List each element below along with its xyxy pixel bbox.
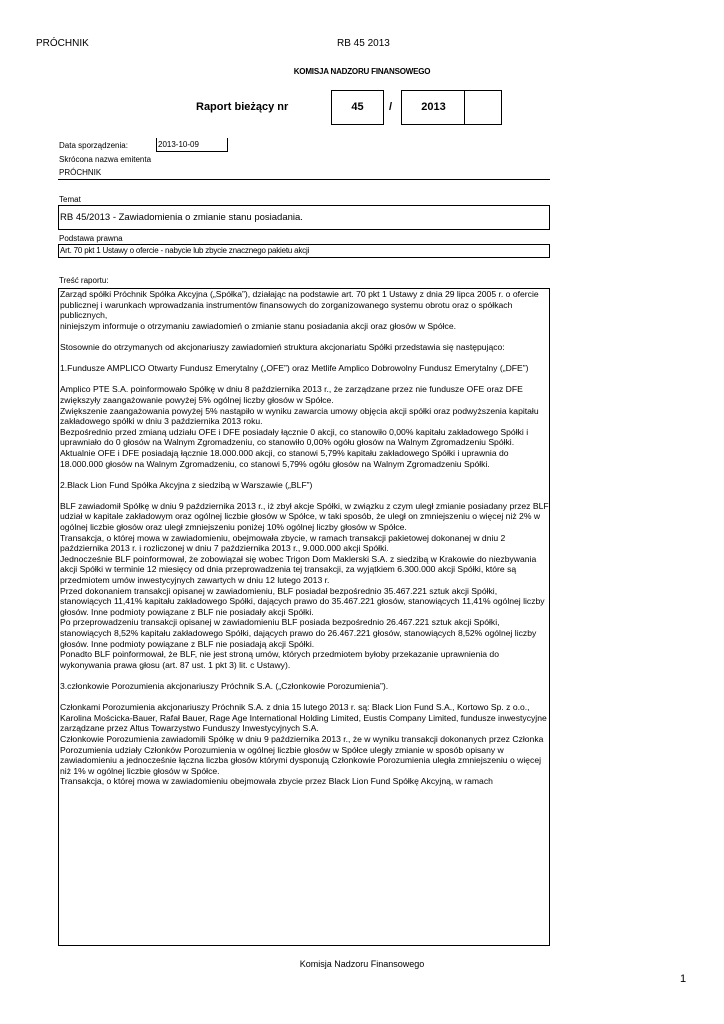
- paragraph-gap: [60, 490, 549, 501]
- issuer-label: Skrócona nazwa emitenta: [59, 155, 152, 164]
- content-paragraph: Członkowie Porozumienia zawiadomili Spółkę w dniu 9 października 2013 r., że w wyniku transakcji dokonanych przez Członka Porozumienia udziały Członków Porozumienia w ogólnej liczbie głosów w Spółce uległy zmianie w sposób opisany w zawiadomieniu a jednocześnie łączna liczba głosów którymi dysponują Członkowie Porozumienia uległa zmniejszeniu o więcej niż 1% w ogólnej liczbie głosów w Spółce.: [60, 733, 546, 776]
- content-paragraph: Przed dokonaniem transakcji opisanej w zawiadomieniu, BLF posiadał bezpośrednio 35.467.221 sztuk akcji Spółki, stanowiących 11,41% kapitału zakładowego Spółki, dających prawo do 35.467.221 głosów, stanowiących 11,41% ogólnej liczby głosów. Inne podmioty powiązane z BLF nie posiadały akcji Spółki.: [60, 585, 547, 617]
- paragraph-gap: [60, 331, 549, 342]
- paragraph-gap: [60, 374, 549, 385]
- content-paragraph: Stosownie do otrzymanych od akcjonariuszy zawiadomień struktura akcjonariatu Spółki przedstawia się następująco:: [60, 341, 505, 352]
- issuer-underline: [58, 179, 550, 180]
- date-label: Data sporządzenia:: [59, 141, 128, 150]
- report-label: Raport bieżący nr: [196, 101, 289, 113]
- date-box-left: [156, 138, 157, 152]
- content-paragraph: Ponadto BLF poinformował, że BLF, nie jest stroną umów, których przedmiotem byłoby przekazanie uprawnienia do wykonywania prawa głosu (art. 87 ust. 1 pkt 3) lit. c Ustawy).: [60, 649, 502, 670]
- content-paragraph: Członkami Porozumienia akcjonariuszy Próchnik S.A. z dnia 15 lutego 2013 r. są: Black Lion Fund S.A., Kortowo Sp. z o.o., Karolina Mościcka-Bauer, Rafał Bauer, Rage Age International Holding Limited, Eustis Company Limited, fundusze inwestycyjne zarządzane przez Altus Towarzystwo Funduszy Inwestycyjnych S.A.: [60, 702, 550, 734]
- content-paragraph: Po przeprowadzeniu transakcji opisanej w zawiadomieniu BLF posiada bezpośrednio 26.467.221 sztuk akcji Spółki, stanowiących 8,52% kapitału zakładowego Spółki, dających prawo do 26.467.221 głosów, stanowiących 8,52% ogólnej liczby głosów. Inne podmioty powiązane z BLF nie posiadają akcji Spółki.: [60, 617, 539, 649]
- content-label: Treść raportu:: [59, 276, 109, 285]
- content-paragraph: Aktualnie OFE i DFE posiadają łącznie 18.000.000 akcji, co stanowi 5,79% kapitału zakładowego Spółki i uprawnia do 18.000.000 głosów na Walnym Zgromadzeniu, co stanowi 5,79% ogółu głosów na Walnym Zgromadzeniu Spółki.: [60, 447, 511, 469]
- commission-title: KOMISJA NADZORU FINANSOWEGO: [293, 67, 431, 76]
- content-paragraph: Bezpośrednio przed zmianą udziału OFE i DFE posiadały łącznie 0 akcji, co stanowiło 0,00% kapitału zakładowego Spółki i uprawniało do 0 głosów na Walnym Zgromadzeniu, co stanowiło 0,00% ogółu głosów na Walnym Zgromadzeniu Spółki.: [60, 426, 531, 448]
- issuer-value: PRÓCHNIK: [59, 168, 102, 177]
- content-paragraph: niniejszym informuje o otrzymaniu zawiadomień o zmianie stanu posiadania akcji oraz głosów w Spółce.: [60, 320, 456, 331]
- content-paragraph: Zarząd spółki Próchnik Spółka Akcyjna („Spółka”), działając na podstawie art. 70 pkt 1 Ustawy z dnia 29 lipca 2005 r. o ofercie publicznej i warunkach wprowadzania instrumentów finansowych do zorganizowanego systemu obrotu oraz o spółkach publicznych,: [60, 289, 542, 321]
- page-number: 1: [680, 973, 687, 985]
- paragraph-gap: [60, 353, 549, 364]
- content-paragraph: Transakcja, o której mowa w zawiadomieniu, obejmowała zbycie, w ramach transakcji pakietowej dokonanej w dniu 2 października 2013 r. i rozliczonej w dniu 7 października 2013 r., 9.000.000 akcji Spółki.: [60, 532, 508, 554]
- paragraph-gap: [60, 469, 549, 480]
- content-paragraph: Transakcja, o której mowa w zawiadomieniu obejmowała zbycie przez Black Lion Fund Spółkę Akcyjną, w ramach: [60, 776, 493, 787]
- topic-value: RB 45/2013 - Zawiadomienia o zmianie stanu posiadania.: [58, 205, 550, 230]
- year-box-divider: [464, 91, 465, 124]
- topic-label: Temat: [59, 195, 81, 204]
- header-report-id: RB 45 2013: [337, 38, 390, 49]
- report-content: [58, 288, 550, 946]
- content-paragraph: Amplico PTE S.A. poinformowało Spółkę w dniu 8 października 2013 r., że zarządzane przez nie fundusze OFE oraz DFE zwiększyły zaangażowanie powyżej 5% ogólnej liczby głosów w Spółce.: [60, 384, 526, 405]
- content-paragraph: 2.Black Lion Fund Spółka Akcyjna z siedzibą w Warszawie („BLF”): [60, 479, 313, 490]
- paragraph-gap: [60, 692, 549, 703]
- content-paragraph: Jednocześnie BLF poinformował, że zobowiązał się wobec Trigon Dom Maklerski S.A. z siedzibą w Krakowie do niezbywania akcji Spółki w terminie 12 miesięcy od dnia przeprowadzenia tej transakcji, za wyjątkiem 6.300.000 akcji Spółki, które są przedmiotem umów inwestycyjnych zawartych w dniu 12 lutego 2013 r.: [60, 553, 539, 586]
- content-paragraph: 1.Fundusze AMPLICO Otwarty Fundusz Emerytalny („OFE”) oraz Metlife Amplico Dobrowolny Fundusz Emerytalny („DFE”): [60, 363, 529, 374]
- content-paragraph: Zwiększenie zaangażowania powyżej 5% nastąpiło w wyniku zawarcia umowy objęcia akcji spółki oraz podwyższenia kapitału zakładowego spółki w dniu 3 października 2013 roku.: [60, 405, 542, 427]
- report-number-box: [331, 90, 384, 125]
- footer-text: Komisja Nadzoru Finansowego: [299, 959, 425, 969]
- legal-basis-label: Podstawa prawna: [59, 234, 123, 243]
- paragraph-gap: [60, 670, 549, 681]
- date-value: 2013-10-09: [156, 138, 228, 152]
- report-slash: /: [389, 101, 393, 113]
- content-paragraph: BLF zawiadomił Spółkę w dniu 9 października 2013 r., iż zbył akcje Spółki, w związku z czym uległ zmianie posiadany przez BLF udział w kapitale zakładowym oraz ogólnej liczbie głosów w Spółce, w taki sposób, że uległ on zmniejszeniu o więcej niż 2% w ogólnej liczbie głosów oraz uległ zmniejszeniu poniżej 10% ogólnej liczby głosów w Spółce.: [60, 500, 552, 533]
- report-number: 45: [351, 101, 364, 113]
- report-year-box: [401, 90, 502, 125]
- report-year: 2013: [421, 101, 446, 113]
- legal-basis-value: Art. 70 pkt 1 Ustawy o ofercie - nabycie lub zbycie znacznego pakietu akcji: [58, 244, 550, 258]
- header-issuer: PRÓCHNIK: [36, 38, 89, 49]
- report-content-body: [59, 289, 552, 787]
- content-paragraph: 3.członkowie Porozumienia akcjonariuszy Próchnik S.A. („Członkowie Porozumienia”).: [60, 680, 389, 691]
